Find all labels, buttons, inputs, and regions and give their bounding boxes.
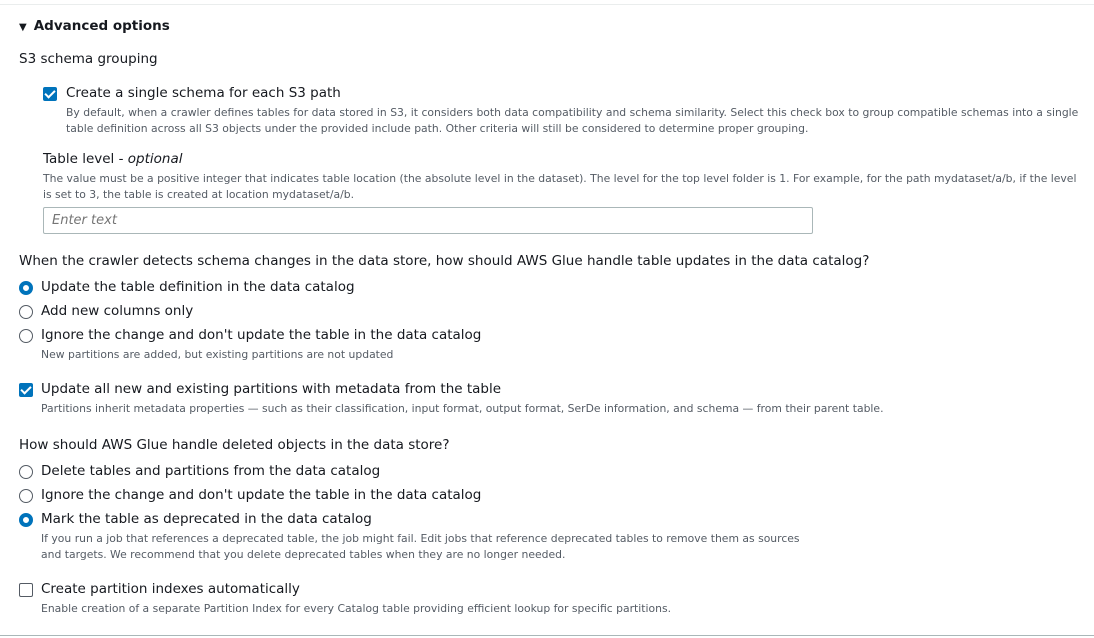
single-schema-checkbox[interactable] [43,87,57,101]
caret-down-icon: ▼ [19,22,27,33]
radio-description: If you run a job that references a deprecated table, the job might fail. Edit jobs that reference deprecated tables to remove them as sources and targets. We recommend that you delete deprecated tables when they are no longer needed. [41,532,800,561]
radio-label[interactable]: Ignore the change and don't update the table in the data catalog [41,327,482,343]
advanced-options-toggle[interactable] [19,18,170,34]
radio-add-new-columns[interactable] [19,305,33,319]
table-level-label: Table level - optional [43,151,183,167]
table-level-input[interactable] [43,207,813,234]
table-level-description: The value must be a positive integer that indicates table location (the absolute level in the dataset). The level for the top level folder is 1. For example, for the path mydataset/a/b, if the level is set to 3, the table is created at location mydataset/a/b. [43,172,1077,201]
section-title: Advanced options [33,18,170,34]
partition-indexes-label[interactable]: Create partition indexes automatically [41,581,300,597]
update-partitions-checkbox[interactable] [19,383,33,397]
bottom-divider [0,635,1094,636]
radio-ignore-deletion[interactable] [19,489,33,503]
partition-indexes-checkbox[interactable] [19,583,33,597]
radio-description: New partitions are added, but existing partitions are not updated [41,348,394,361]
schema-changes-question: When the crawler detects schema changes in the data store, how should AWS Glue handle table updates in the data catalog? [19,253,870,269]
single-schema-description: By default, when a crawler defines tables for data stored in S3, it considers both data compatibility and schema similarity. Select this check box to group compatible schemas into a single table definition across all S3 objects under the provided include path. Other criteria will still be considered to determine proper grouping. [66,106,1079,135]
radio-update-table-definition[interactable] [19,281,33,295]
update-partitions-label[interactable]: Update all new and existing partitions with metadata from the table [41,381,502,397]
radio-ignore-change[interactable] [19,329,33,343]
s3-grouping-label: S3 schema grouping [19,51,158,67]
radio-label[interactable]: Delete tables and partitions from the data catalog [41,463,381,479]
deleted-objects-question: How should AWS Glue handle deleted objects in the data store? [19,437,450,453]
top-divider [0,4,1094,5]
radio-delete-tables[interactable] [19,465,33,479]
update-partitions-description: Partitions inherit metadata properties — such as their classification, input format, output format, SerDe information, and schema — from their parent table. [41,402,884,415]
radio-label[interactable]: Add new columns only [41,303,194,319]
single-schema-label[interactable]: Create a single schema for each S3 path [66,85,341,101]
radio-label[interactable]: Ignore the change and don't update the table in the data catalog [41,487,482,503]
radio-label[interactable]: Mark the table as deprecated in the data catalog [41,511,372,527]
optional-tag: optional [127,151,183,167]
radio-label[interactable]: Update the table definition in the data catalog [41,279,355,295]
radio-mark-deprecated[interactable] [19,513,33,527]
partition-indexes-description: Enable creation of a separate Partition Index for every Catalog table providing efficient lookup for specific partitions. [41,602,672,615]
